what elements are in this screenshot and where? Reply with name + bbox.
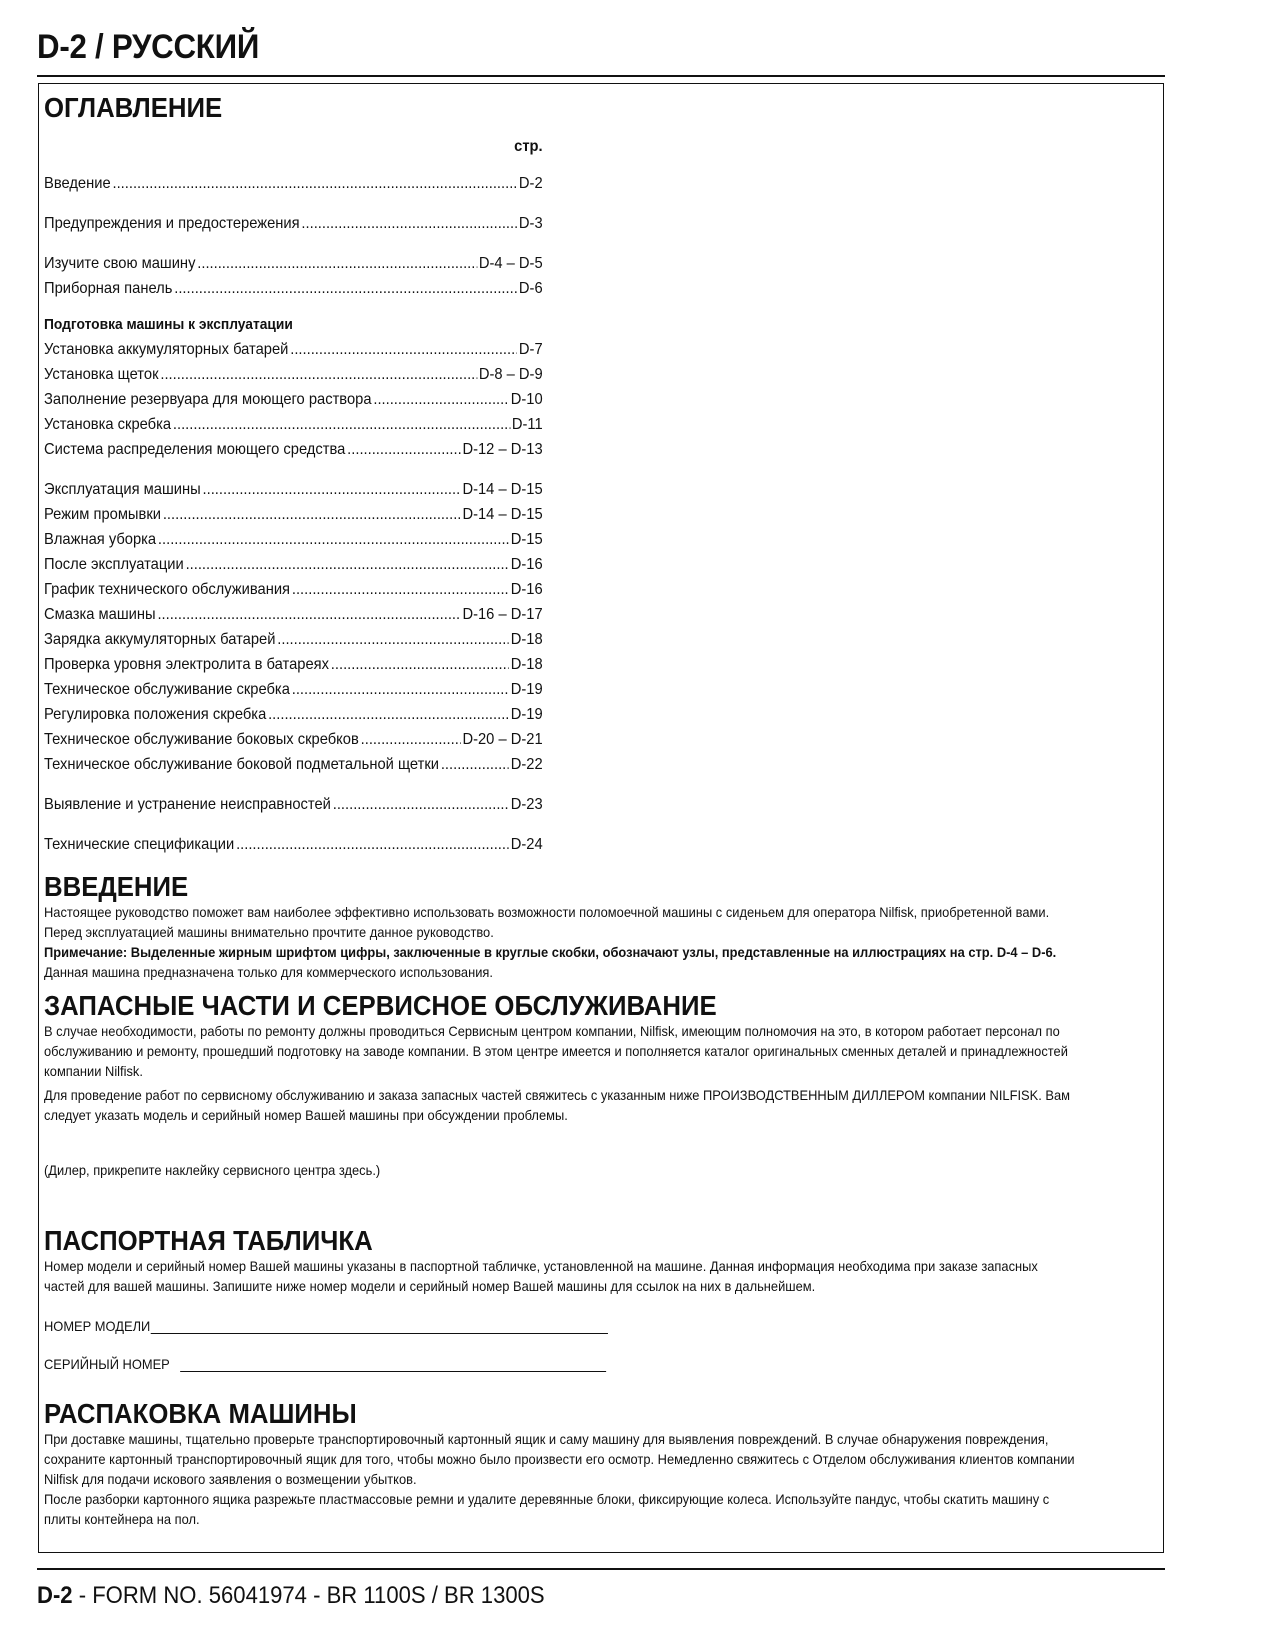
page-content [44, 88, 1162, 1529]
toc-item[interactable]: Установка щеток ..... D-8 – D-9 [44, 362, 543, 387]
unpacking-text-2: После разборки картонного ящика разрежьте пластмассовые ремни и удалите деревянные блоки, фиксирующие колеса. Используйте пандус, чтобы скатить машину с плиты контейнера на пол. [44, 1491, 1050, 1527]
page-title: D-2 / РУССКИЙ [37, 28, 260, 66]
intro-note: Примечание: Выделенные жирным шрифтом цифры, заключенные в круглые скобки, обозначают узлы, представленные на иллюстрациях на стр. D-4 – D-6. [44, 944, 1057, 960]
toc-item[interactable]: Эксплуатация машины ..... D-14 – D-15 [44, 477, 543, 502]
toc-item[interactable]: Введение ..... D-2 [44, 171, 543, 196]
intro-text-2: Перед эксплуатацией машины внимательно прочтите данное руководство. [44, 924, 494, 940]
toc-title: ОГЛАВЛЕНИЕ [44, 92, 223, 123]
toc-item[interactable]: Регулировка положения скребка ..... D-19 [44, 702, 543, 727]
toc-item[interactable]: Приборная панель ..... D-6 [44, 276, 543, 301]
toc-item[interactable]: После эксплуатации ..... D-16 [44, 552, 543, 577]
serial-number-field[interactable] [44, 1352, 1162, 1372]
toc-item[interactable]: Установка скребка ..... D-11 [44, 412, 543, 437]
toc-item[interactable]: График технического обслуживания ..... D-16 [44, 577, 543, 602]
toc-item[interactable]: Техническое обслуживание скребка ..... D-19 [44, 677, 543, 702]
toc-item[interactable]: Выявление и устранение неисправностей ..... D-23 [44, 792, 543, 817]
intro-text-1: Настоящее руководство поможет вам наиболее эффективно использовать возможности поломоечной машины с сиденьем для оператора Nilfisk, приобретенной вами. [44, 904, 1050, 920]
unpacking-text-1: При доставке машины, тщательно проверьте транспортировочный картонный ящик и саму машину для выявления повреждений. В случае обнаружения повреждения, сохраните картонный транспортировочный ящик для того, чтобы можно было произвести его осмотр. Немедленно свяжитесь с Отделом обслуживания клиентов компании Nilfisk для подачи искового заявления о возмещении убытков. [44, 1431, 1075, 1487]
toc-item[interactable]: Влажная уборка ..... D-15 [44, 527, 543, 552]
intro-title: ВВЕДЕНИЕ [44, 871, 189, 902]
toc-item[interactable]: Техническое обслуживание боковой подметальной щетки ..... D-22 [44, 752, 543, 777]
model-number-label: НОМЕР МОДЕЛИ [44, 1318, 151, 1334]
toc-item[interactable]: Установка аккумуляторных батарей ..... D-7 [44, 337, 543, 362]
serial-number-label: СЕРИЙНЫЙ НОМЕР [44, 1356, 170, 1372]
header-rule [37, 75, 1165, 77]
parts-text-1: В случае необходимости, работы по ремонту должны проводиться Сервисным центром компании, Nilfisk, имеющим полномочия на это, в котором работает персонал по обслуживанию и ремонту, прошедший подготовку на заводе компании. В этом центре имеется и пополняется каталог оригинальных сменных деталей и принадлежностей компании Nilfisk. [44, 1023, 1068, 1079]
unpacking-title: РАСПАКОВКА МАШИНЫ [44, 1398, 357, 1429]
toc-item[interactable]: Проверка уровня электролита в батареях ..... D-18 [44, 652, 543, 677]
model-number-field[interactable] [44, 1314, 1162, 1334]
toc-item[interactable]: Техническое обслуживание боковых скребков ..... D-20 – D-21 [44, 727, 543, 752]
toc-item[interactable]: Зарядка аккумуляторных батарей ..... D-18 [44, 627, 543, 652]
nameplate-text: Номер модели и серийный номер Вашей машины указаны в паспортной табличке, установленной на машине. Данная информация необходима при заказе запасных частей для вашей машины. Запишите ниже номер модели и серийный номер Вашей машины для ссылок на них в дальнейшем. [44, 1258, 1038, 1294]
toc-item[interactable]: Смазка машины ..... D-16 – D-17 [44, 602, 543, 627]
toc-item[interactable]: Режим промывки ..... D-14 – D-15 [44, 502, 543, 527]
footer-page-number: D-2 [37, 1582, 73, 1609]
toc-item[interactable]: Предупреждения и предостережения ..... D-3 [44, 211, 543, 236]
toc-item[interactable]: Система распределения моющего средства ..... D-12 – D-13 [44, 437, 543, 462]
dealer-sticker-note: (Дилер, прикрепите наклейку сервисного центра здесь.) [44, 1162, 381, 1178]
nameplate-title: ПАСПОРТНАЯ ТАБЛИЧКА [44, 1225, 373, 1256]
toc-subheading: Подготовка машины к эксплуатации [44, 316, 293, 333]
toc-item[interactable]: Изучите свою машину ..... D-4 – D-5 [44, 251, 543, 276]
toc-page-label: стр. [514, 138, 543, 155]
toc-item[interactable]: Технические спецификации ..... D-24 [44, 832, 543, 857]
intro-text-3: Данная машина предназначена только для коммерческого использования. [44, 964, 493, 980]
parts-text-2: Для проведение работ по сервисному обслуживанию и заказа запасных частей свяжитесь с указанным ниже ПРОИЗВОДСТВЕННЫМ ДИЛЛЕРОМ компании NILFISK. Вам следует указать модель и серийный номер Вашей машины при обсуждении проблемы. [44, 1087, 1071, 1123]
footer-form-number: - FORM NO. 56041974 - BR 1100S / BR 1300S [72, 1582, 545, 1609]
page-footer [37, 1582, 545, 1610]
footer-rule [37, 1568, 1165, 1570]
toc-list [44, 171, 1162, 857]
parts-title: ЗАПАСНЫЕ ЧАСТИ И СЕРВИСНОЕ ОБСЛУЖИВАНИЕ [44, 990, 717, 1021]
toc-item[interactable]: Заполнение резервуара для моющего раствора ..... D-10 [44, 387, 543, 412]
